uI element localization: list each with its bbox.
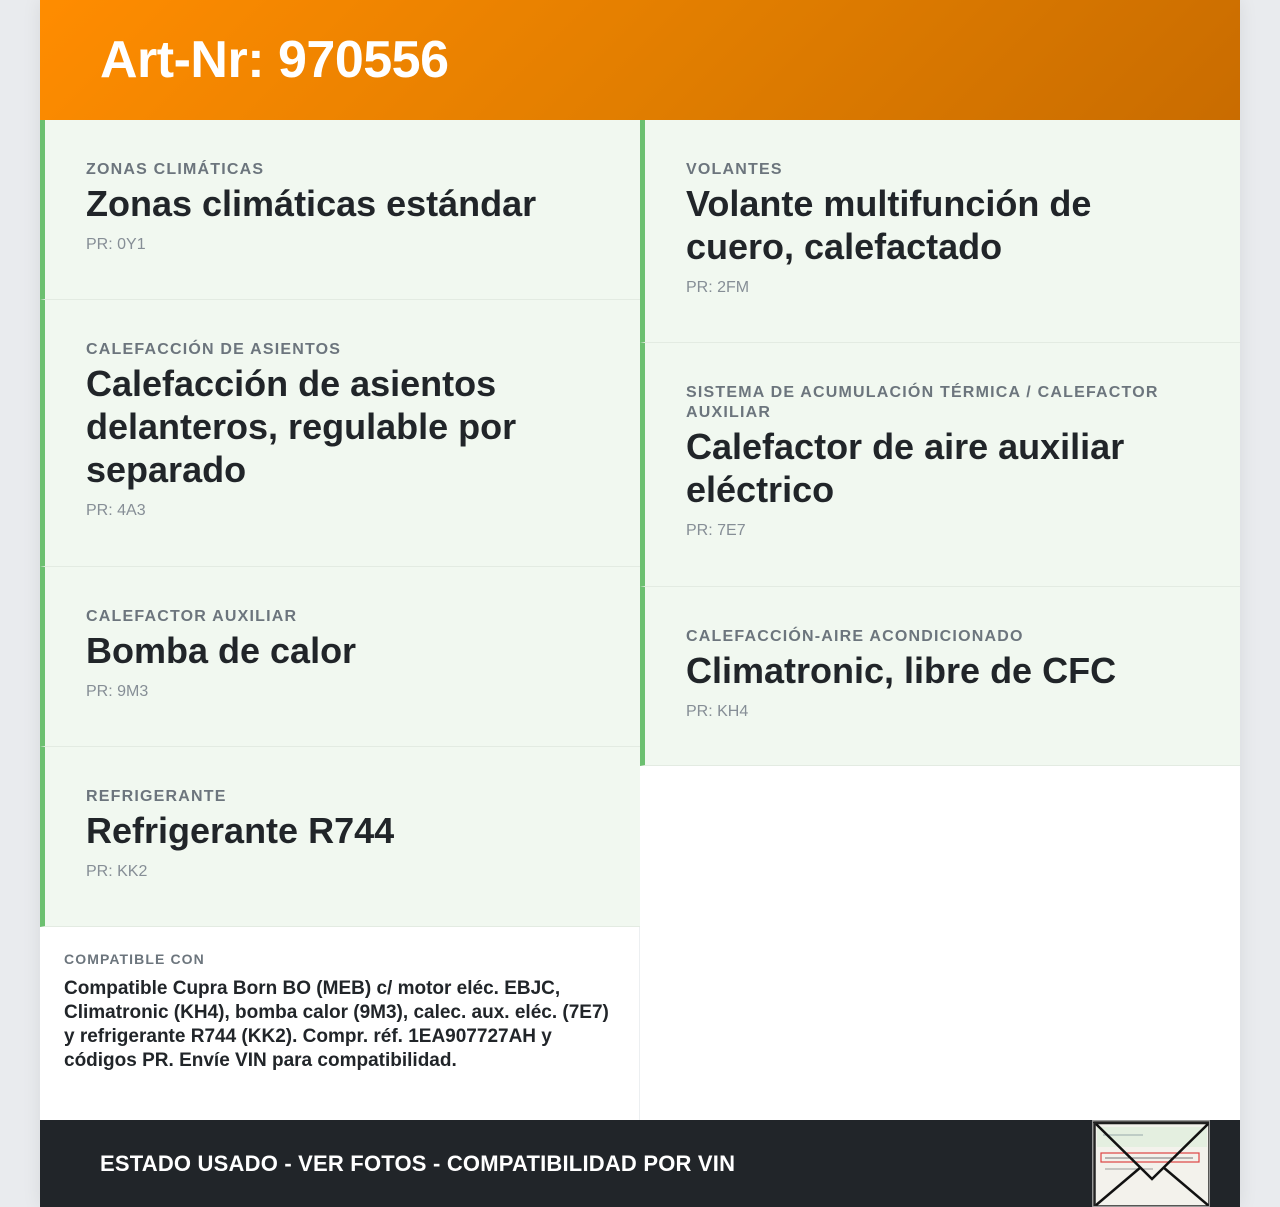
footer-note: ESTADO USADO - VER FOTOS - COMPATIBILIDAD POR VIN (100, 1150, 736, 1176)
spec-card-aux-heater (40, 567, 640, 747)
spec-value: Calefacción de asientos delanteros, regulable por separado (86, 363, 517, 490)
spec-value: Calefactor de aire auxiliar eléctrico (686, 426, 1125, 510)
envelope-photo-icon[interactable] (1092, 1120, 1210, 1207)
spec-category: CALEFACCIÓN DE ASIENTOS (86, 341, 342, 358)
spec-category: ZONAS CLIMÁTICAS (86, 161, 265, 178)
spec-value: Volante multifunción de cuero, calefactado (686, 183, 1092, 267)
compatibility-box (40, 927, 640, 1120)
listing-page (40, 0, 1240, 1207)
header-bar (40, 0, 1240, 120)
compatibility-text: Compatible Cupra Born BO (MEB) c/ motor eléc. EBJC, Climatronic (KH4), bomba calor (9M3), calec. aux. eléc. (7E7) y refrigerante R744 (KK2). Compr. réf. 1EA907727AH y códigos PR. Envíe VIN para compatibilidad. (64, 978, 609, 1071)
spec-column-right (640, 120, 1240, 766)
spec-category: REFRIGERANTE (86, 788, 227, 805)
spec-card-climate-zones (40, 120, 640, 300)
spec-card-seat-heating (40, 300, 640, 567)
spec-value: Zonas climáticas estándar (86, 183, 537, 224)
spec-value: Refrigerante R744 (86, 810, 395, 851)
spec-value: Bomba de calor (86, 630, 357, 671)
spec-card-refrigerant (40, 747, 640, 927)
spec-category: VOLANTES (686, 161, 783, 178)
spec-category: SISTEMA DE ACUMULACIÓN TÉRMICA / CALEFACTOR AUXILIAR (686, 384, 1159, 421)
spec-pr-code: PR: 0Y1 (86, 236, 146, 253)
spec-pr-code: PR: 9M3 (86, 683, 149, 700)
footer-bar (40, 1120, 1240, 1207)
spec-pr-code: PR: KK2 (86, 863, 148, 880)
spec-pr-code: PR: KH4 (686, 703, 749, 720)
spec-card-heating-ac (640, 587, 1240, 766)
spec-card-steering-wheel (640, 120, 1240, 343)
spec-value: Climatronic, libre de CFC (686, 650, 1117, 691)
article-number-title: Art-Nr: 970556 (100, 31, 449, 89)
spec-category: CALEFACTOR AUXILIAR (86, 608, 298, 625)
spec-pr-code: PR: 2FM (686, 279, 750, 296)
spec-category: CALEFACCIÓN-AIRE ACONDICIONADO (686, 628, 1024, 645)
compatibility-label: COMPATIBLE CON (64, 951, 205, 967)
spec-column-left (40, 120, 640, 927)
spec-card-thermal-storage (640, 343, 1240, 587)
spec-pr-code: PR: 4A3 (86, 502, 146, 519)
spec-pr-code: PR: 7E7 (686, 522, 746, 539)
spec-grid (40, 120, 1240, 1120)
